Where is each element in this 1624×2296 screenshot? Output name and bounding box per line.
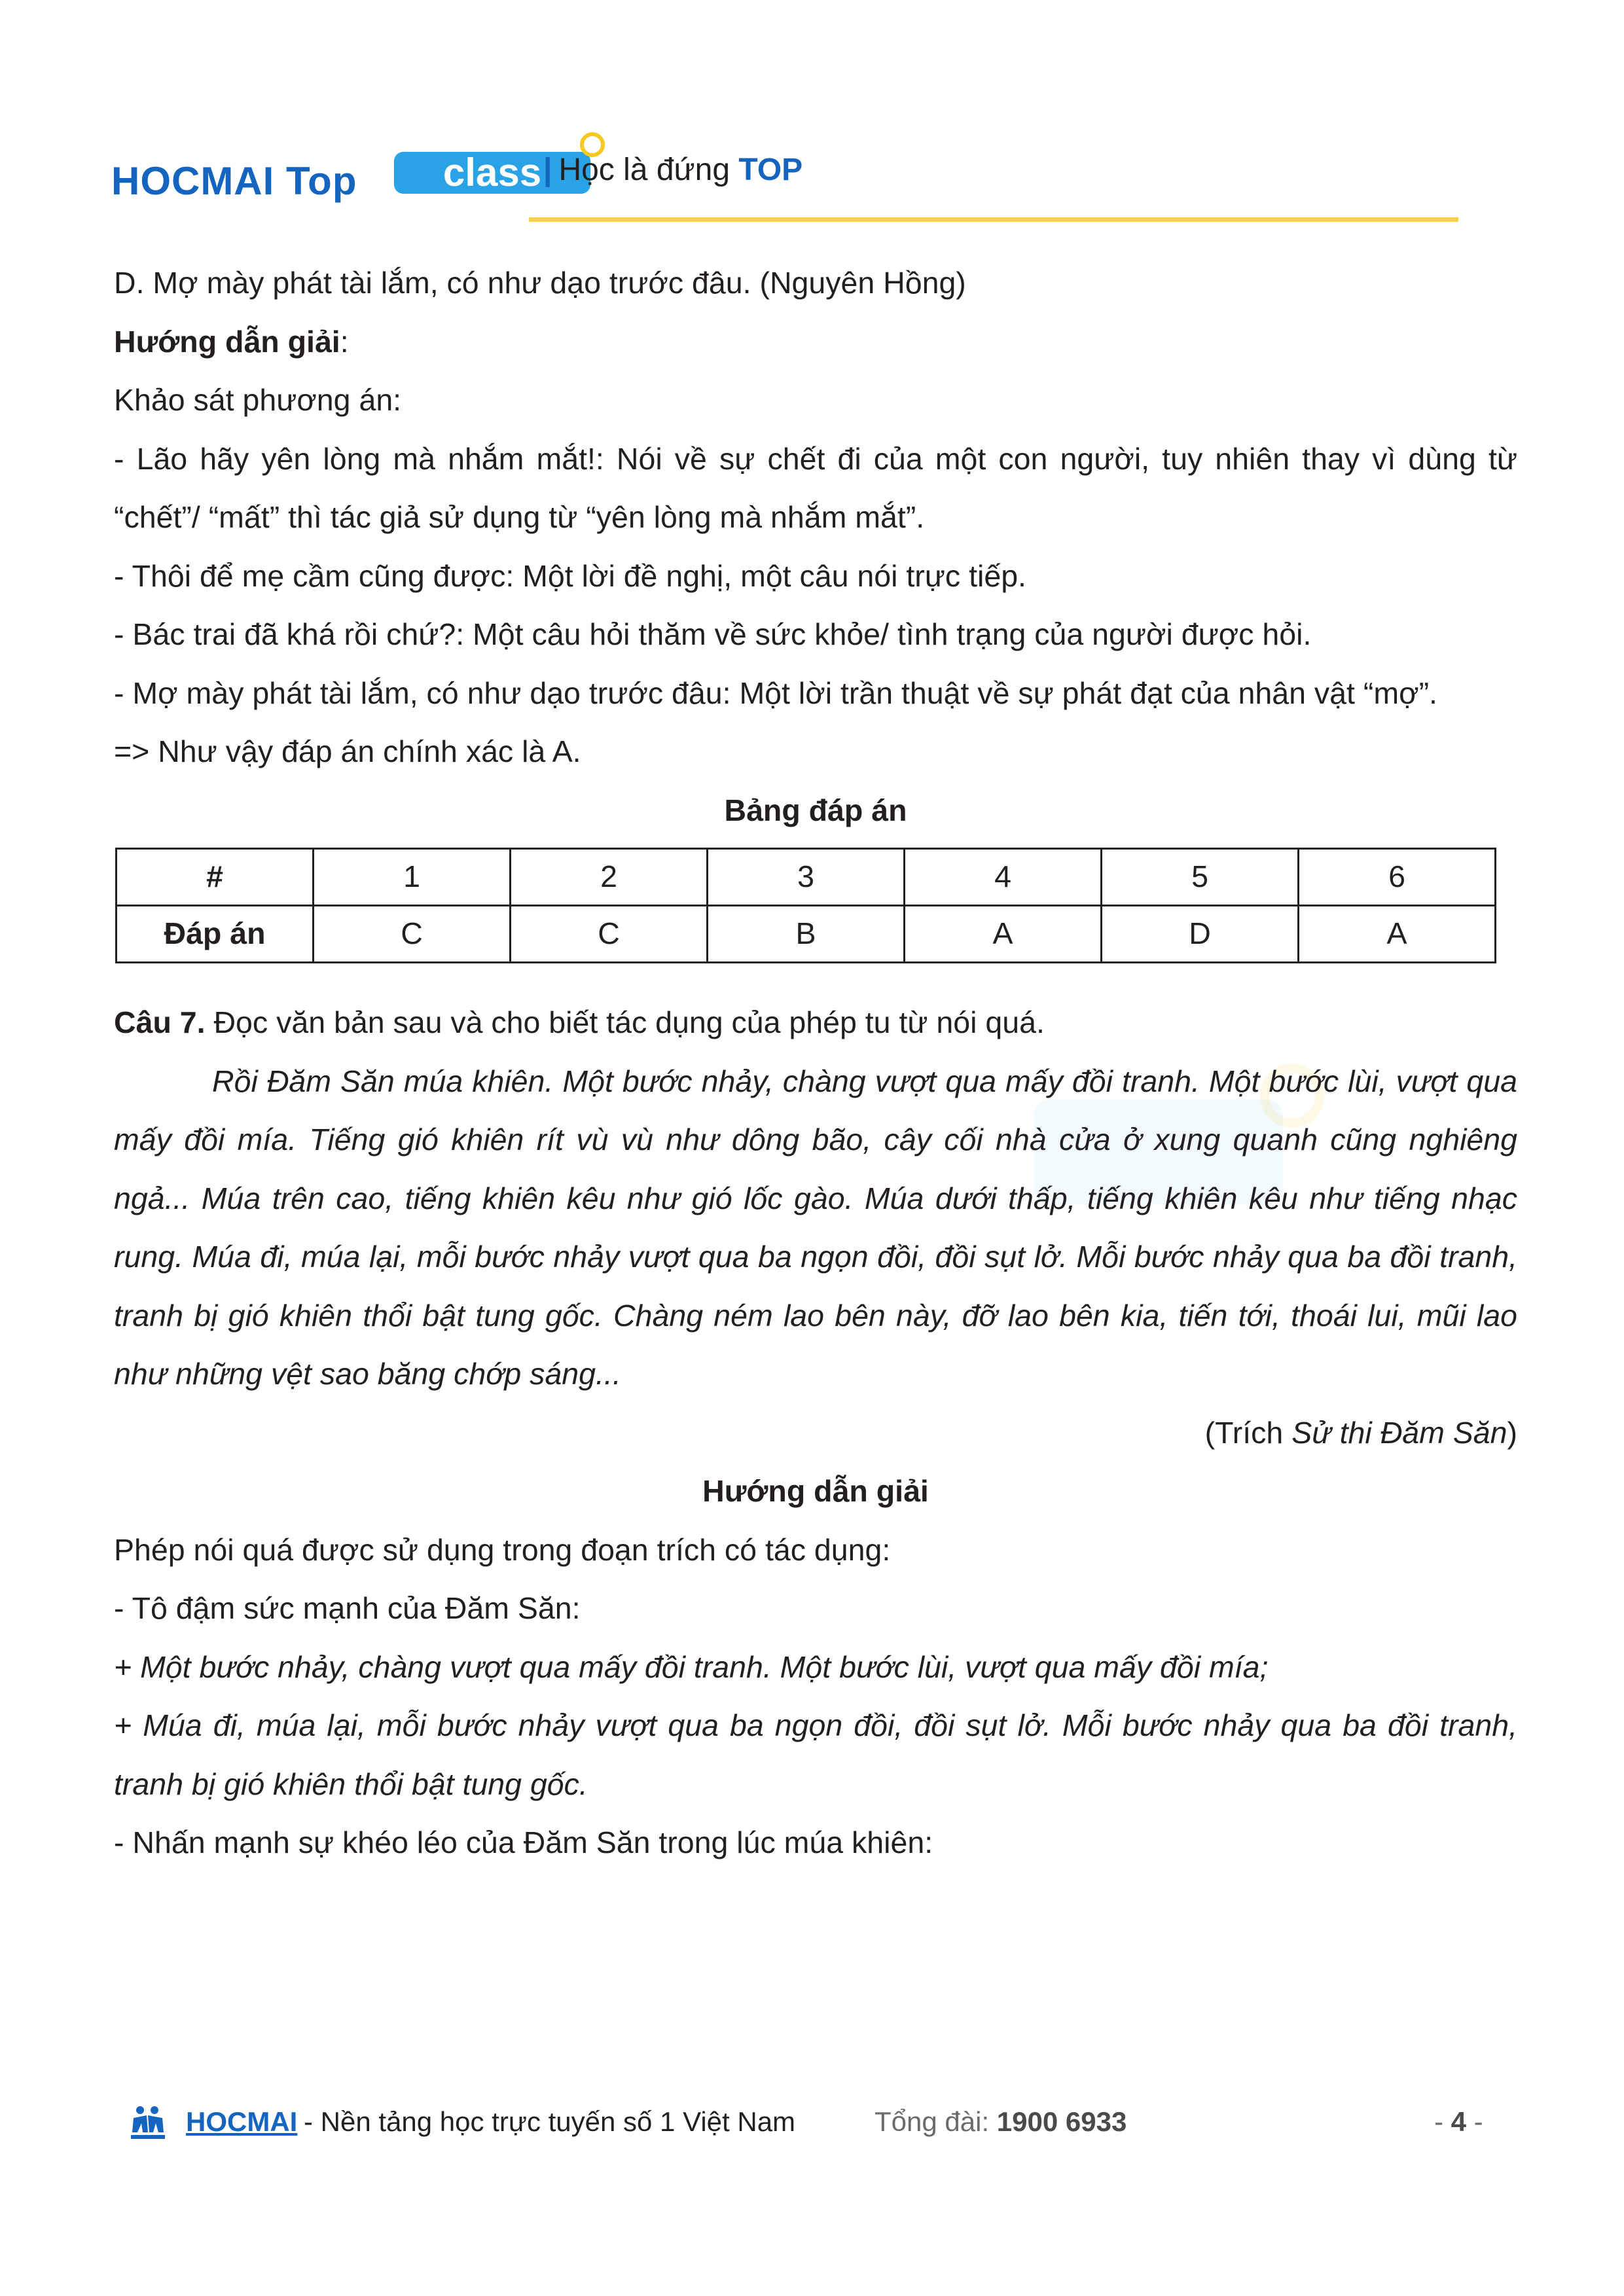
effect-intro: Phép nói quá được sử dụng trong đoạn trích có tác dụng: <box>114 1532 891 1567</box>
page-number <box>1434 2106 1483 2138</box>
conclusion: => Như vậy đáp án chính xác là A. <box>114 734 581 768</box>
page-number-value: 4 <box>1451 2106 1467 2137</box>
effect-point-2: - Nhấn mạnh sự khéo léo của Đăm Săn trong lúc múa khiên: <box>114 1825 933 1859</box>
effect-quote-1: + Một bước nhảy, chàng vượt qua mấy đồi tranh. Một bước lùi, vượt qua mấy đồi mía; <box>114 1649 1269 1684</box>
table-cell-answer: B <box>708 906 905 963</box>
table-cell-number: 1 <box>314 849 511 906</box>
main-content <box>114 254 1517 1873</box>
table-cell-answer: C <box>511 906 708 963</box>
tagline-text: Học là đứng <box>558 152 731 187</box>
logo-class-badge: class <box>394 152 590 194</box>
table-cell-number: 4 <box>905 849 1102 906</box>
footer-hotline <box>875 2106 1127 2138</box>
guide-label: Hướng dẫn giải <box>114 324 340 359</box>
table-cell-answer: A <box>1299 906 1496 963</box>
spacer <box>114 963 1517 994</box>
hocmai-people-icon <box>128 2104 168 2140</box>
answer-table-title: Bảng đáp án <box>724 793 907 827</box>
guide-heading <box>114 313 1517 372</box>
table-header-label: # <box>117 849 314 906</box>
table-row-header <box>117 849 1496 906</box>
source-title: Sử thi Đăm Săn <box>1291 1415 1507 1450</box>
page-prefix: - <box>1434 2106 1451 2137</box>
table-cell-number: 6 <box>1299 849 1496 906</box>
effect-point-1: - Tô đậm sức mạnh của Đăm Săn: <box>114 1591 581 1625</box>
passage: Rồi Đăm Săn múa khiên. Một bước nhảy, chàng vượt qua mấy đồi tranh. Một bước lùi, vượt qua mấy đồi mía. Tiếng gió khiên rít vù vù như dông bão, cây cối nhà cửa ở xung quanh cũng nghiêng ngả... Múa trên cao, tiếng khiên kêu như gió lốc gào. Múa dưới thấp, tiếng khiên kêu như tiếng nhạc rung. Múa đi, múa lại, mỗi bước nhảy vượt qua ba ngọn đồi, đồi sụt lở. Mỗi bước nhảy qua ba đồi tranh, tranh bị gió khiên thổi bật tung gốc. Chàng ném lao bên này, đỡ lao bên kia, tiến tới, thoái lui, mũi lao như những vệt sao băng chớp sáng... <box>114 1064 1517 1391</box>
header-divider <box>529 217 1458 222</box>
page-footer <box>128 2101 1503 2147</box>
table-cell-number: 3 <box>708 849 905 906</box>
table-cell-number: 5 <box>1102 849 1299 906</box>
table-answer-label: Đáp án <box>117 906 314 963</box>
tagline-highlight: TOP <box>738 152 803 187</box>
table-cell-answer: D <box>1102 906 1299 963</box>
logo-brand-text: HOCMAI Top <box>111 159 357 203</box>
question-7 <box>114 994 1517 1052</box>
guide-colon: : <box>340 324 349 359</box>
table-cell-answer: C <box>314 906 511 963</box>
table-cell-number: 2 <box>511 849 708 906</box>
footer-brand-link[interactable]: HOCMAI <box>186 2106 298 2137</box>
option-d: D. Mợ mày phát tài lắm, có như dạo trước đâu. (Nguyên Hồng) <box>114 266 966 300</box>
analysis-line-2: - Thôi để mẹ cầm cũng được: Một lời đề nghị, một câu nói trực tiếp. <box>114 558 1026 593</box>
effect-quote-2: + Múa đi, múa lại, mỗi bước nhảy vượt qua ba ngọn đồi, đồi sụt lở. Mỗi bước nhảy qua ba đồi tranh, tranh bị gió khiên thổi bật tung gốc. <box>114 1708 1517 1801</box>
answer-table <box>115 848 1496 963</box>
analysis-line-4: - Mợ mày phát tài lắm, có như dạo trước đâu: Một lời trần thuật về sự phát đạt của nhân vật “mợ”. <box>114 675 1437 710</box>
survey-intro: Khảo sát phương án: <box>114 383 402 417</box>
hotline-label: Tổng đài: <box>875 2106 997 2137</box>
source-prefix: (Trích <box>1204 1415 1292 1450</box>
passage-source <box>114 1404 1517 1463</box>
question-7-prompt: Đọc văn bản sau và cho biết tác dụng của phép tu từ nói quá. <box>205 1005 1045 1039</box>
page-suffix: - <box>1466 2106 1483 2137</box>
source-suffix: ) <box>1507 1415 1517 1450</box>
table-cell-answer: A <box>905 906 1102 963</box>
header-tagline <box>543 152 803 188</box>
question-7-label: Câu 7. <box>114 1005 206 1039</box>
guide-heading-q7: Hướng dẫn giải <box>702 1474 929 1508</box>
footer-slogan: - Nền tảng học trực tuyến số 1 Việt Nam <box>304 2106 796 2137</box>
analysis-line-1: - Lão hãy yên lòng mà nhắm mắt!: Nói về sự chết đi của một con người, tuy nhiên thay vì dùng từ “chết”/ “mất” thì tác giả sử dụng từ “yên lòng mà nhắm mắt”. <box>114 441 1517 534</box>
table-row-answers <box>117 906 1496 963</box>
hotline-number: 1900 6933 <box>996 2106 1127 2137</box>
analysis-line-3: - Bác trai đã khá rồi chứ?: Một câu hỏi thăm về sức khỏe/ tình trạng của người được hỏi. <box>114 617 1312 651</box>
tagline-separator: | <box>543 152 552 187</box>
